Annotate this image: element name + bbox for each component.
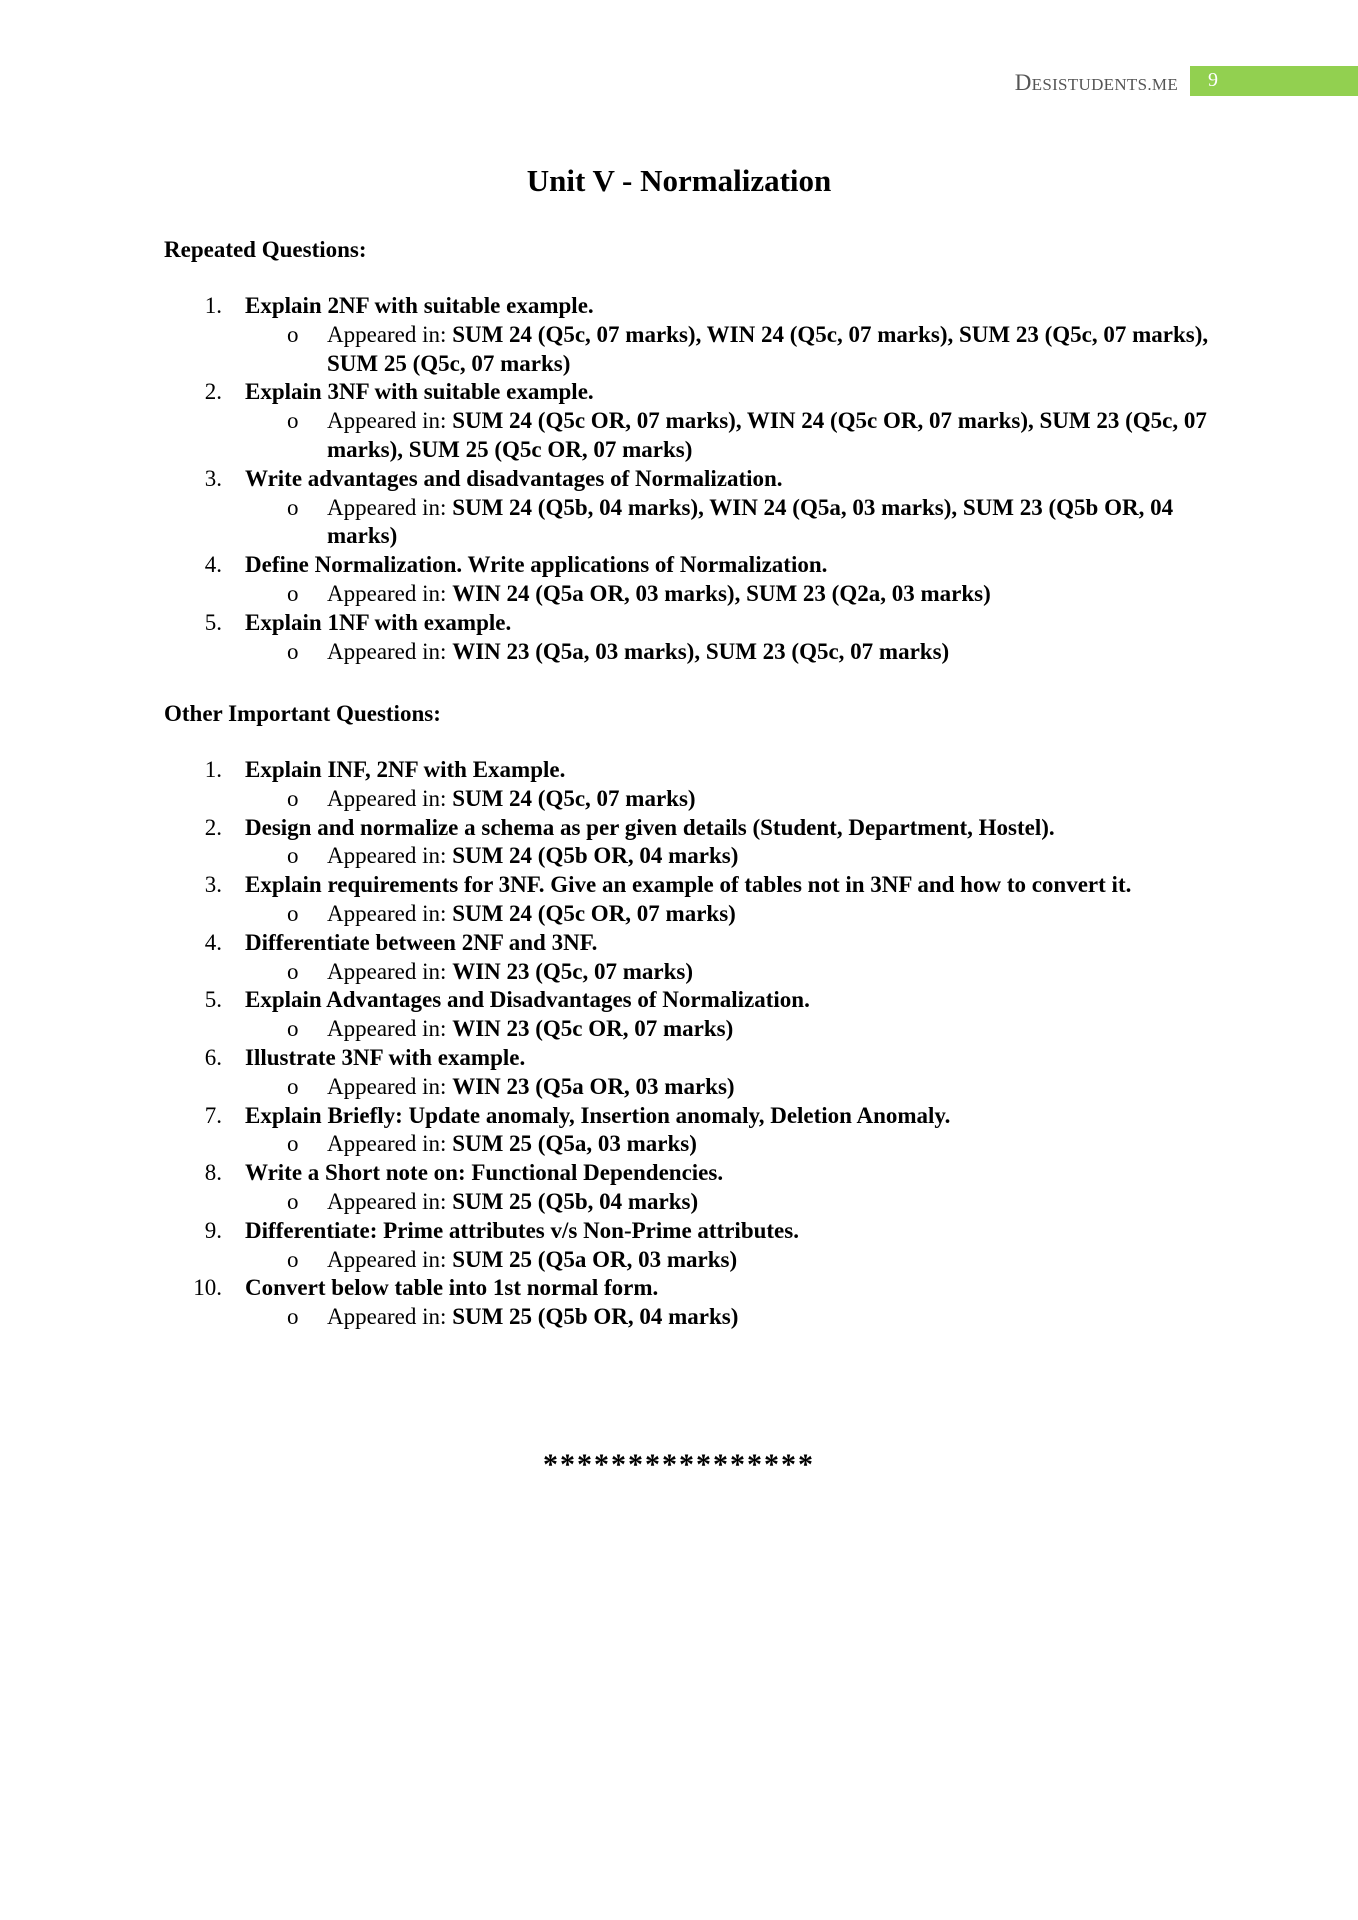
appeared-in-label: Appeared in:	[327, 900, 453, 926]
appeared-in-value: SUM 24 (Q5c OR, 07 marks)	[452, 900, 736, 926]
appeared-in-value: SUM 25 (Q5a, 03 marks)	[452, 1131, 697, 1157]
question-number: 3.	[204, 465, 222, 491]
appeared-in-line	[245, 407, 1214, 465]
question-number: 3.	[204, 872, 222, 898]
question-number: 9.	[204, 1217, 222, 1243]
appeared-in-line	[245, 1073, 1214, 1102]
question-number: 4.	[204, 929, 222, 955]
question-text: Explain INF, 2NF with Example.	[245, 757, 566, 782]
list-item	[164, 1274, 1214, 1332]
appeared-in-line	[245, 494, 1214, 552]
question-number: 2.	[204, 379, 222, 405]
question-text: Explain 2NF with suitable example.	[245, 293, 594, 318]
question-number: 6.	[204, 1044, 222, 1070]
appeared-in-value: WIN 23 (Q5c, 07 marks)	[452, 958, 694, 984]
question-text: Write advantages and disadvantages of Normalization.	[245, 465, 783, 491]
appeared-in-label: Appeared in:	[327, 408, 453, 434]
bullet-icon: o	[287, 843, 299, 869]
appeared-in-value: WIN 23 (Q5a, 03 marks), SUM 23 (Q5c, 07 marks)	[452, 638, 950, 664]
appeared-in-line	[245, 1188, 1214, 1217]
bullet-icon: o	[287, 494, 299, 520]
bullet-icon: o	[287, 958, 299, 984]
bullet-icon: o	[287, 321, 299, 347]
appeared-in-label: Appeared in:	[327, 1304, 453, 1330]
other-questions-heading: Other Important Questions:	[164, 701, 441, 726]
appeared-in-value: SUM 24 (Q5b OR, 04 marks)	[452, 843, 739, 869]
list-item	[164, 871, 1214, 929]
list-item	[164, 1102, 1214, 1160]
page-number: 9	[1208, 69, 1218, 91]
appeared-in-label: Appeared in:	[327, 1073, 453, 1099]
appeared-in-value: SUM 24 (Q5c OR, 07 marks), WIN 24 (Q5c OR, 07 marks), SUM 23 (Q5c, 07 marks), SUM 25 (Q5c OR, 07 marks)	[327, 408, 1207, 462]
appeared-in-line	[245, 580, 1214, 609]
bullet-icon: o	[287, 580, 299, 606]
bullet-icon: o	[287, 638, 299, 664]
site-name	[1015, 70, 1178, 96]
appeared-in-label: Appeared in:	[327, 1131, 453, 1157]
appeared-in-value: SUM 25 (Q5a OR, 03 marks)	[452, 1246, 738, 1272]
bullet-icon: o	[287, 1304, 299, 1330]
appeared-in-value: SUM 25 (Q5b OR, 04 marks)	[452, 1304, 739, 1330]
bullet-icon: o	[287, 1073, 299, 1099]
appeared-in-line	[245, 638, 1214, 667]
appeared-in-label: Appeared in:	[327, 494, 453, 520]
appeared-in-line	[245, 958, 1214, 987]
list-item	[164, 609, 1214, 667]
question-text: Convert below table into 1st normal form.	[245, 1275, 659, 1301]
list-item	[164, 756, 1214, 814]
list-item	[164, 929, 1214, 987]
question-text: Differentiate: Prime attributes v/s Non-Prime attributes.	[245, 1217, 799, 1243]
bullet-icon: o	[287, 900, 299, 926]
question-text: Differentiate between 2NF and 3NF.	[245, 929, 598, 955]
question-number: 5.	[204, 609, 222, 635]
appeared-in-value: WIN 24 (Q5a OR, 03 marks), SUM 23 (Q2a, 03 marks)	[452, 580, 991, 606]
appeared-in-label: Appeared in:	[327, 843, 453, 869]
list-item	[164, 986, 1214, 1044]
list-item	[164, 1159, 1214, 1217]
list-item	[164, 1044, 1214, 1102]
page-number-badge	[1190, 66, 1358, 96]
bullet-icon: o	[287, 1016, 299, 1042]
list-item	[164, 814, 1214, 872]
page-header	[0, 66, 1358, 98]
question-number: 10.	[193, 1275, 222, 1301]
bullet-icon: o	[287, 408, 299, 434]
question-text: Explain Briefly: Update anomaly, Insertion anomaly, Deletion Anomaly.	[245, 1102, 951, 1128]
appeared-in-value: WIN 23 (Q5a OR, 03 marks)	[452, 1073, 735, 1099]
appeared-in-label: Appeared in:	[327, 321, 453, 347]
site-name-initial: D	[1014, 70, 1032, 95]
list-item	[164, 551, 1214, 609]
question-text: Explain Advantages and Disadvantages of Normalization.	[245, 987, 810, 1013]
question-number: 4.	[204, 552, 222, 578]
appeared-in-label: Appeared in:	[327, 1188, 453, 1214]
appeared-in-label: Appeared in:	[327, 638, 453, 664]
question-text: Illustrate 3NF with example.	[245, 1044, 526, 1070]
appeared-in-value: SUM 25 (Q5b, 04 marks)	[452, 1188, 699, 1214]
appeared-in-value: SUM 24 (Q5b, 04 marks), WIN 24 (Q5a, 03 marks), SUM 23 (Q5b OR, 04 marks)	[327, 494, 1174, 549]
question-number: 2.	[204, 814, 222, 840]
appeared-in-line	[245, 321, 1214, 379]
list-item	[164, 465, 1214, 551]
appeared-in-line	[245, 1246, 1214, 1275]
bullet-icon: o	[287, 1188, 299, 1214]
end-separator: ****************	[543, 1448, 815, 1481]
appeared-in-line	[245, 842, 1214, 871]
site-name-rest: ESISTUDENTS.ME	[1031, 75, 1178, 94]
question-text: Write a Short note on: Functional Dependencies.	[245, 1160, 724, 1186]
page-title: Unit V - Normalization	[526, 163, 832, 198]
appeared-in-label: Appeared in:	[327, 1246, 453, 1272]
repeated-questions-list	[164, 292, 1214, 666]
question-number: 8.	[204, 1160, 222, 1186]
appeared-in-value: SUM 24 (Q5c, 07 marks), WIN 24 (Q5c, 07 marks), SUM 23 (Q5c, 07 marks), SUM 25 (Q5c, 07 marks)	[327, 321, 1209, 376]
question-text: Explain requirements for 3NF. Give an example of tables not in 3NF and how to convert it.	[245, 872, 1132, 898]
question-number: 1.	[204, 757, 222, 782]
list-item	[164, 1217, 1214, 1275]
appeared-in-label: Appeared in:	[327, 785, 453, 811]
question-number: 5.	[204, 987, 222, 1013]
appeared-in-line	[245, 1130, 1214, 1159]
question-text: Design and normalize a schema as per given details (Student, Department, Hostel).	[245, 814, 1055, 840]
question-text: Explain 3NF with suitable example.	[245, 379, 594, 405]
list-item	[164, 292, 1214, 378]
appeared-in-label: Appeared in:	[327, 1016, 453, 1042]
bullet-icon: o	[287, 1131, 299, 1157]
appeared-in-value: SUM 24 (Q5c, 07 marks)	[452, 785, 696, 811]
bullet-icon: o	[287, 1246, 299, 1272]
other-questions-list	[164, 756, 1214, 1332]
bullet-icon: o	[287, 785, 299, 811]
question-text: Define Normalization. Write applications of Normalization.	[245, 552, 828, 578]
appeared-in-line	[245, 900, 1214, 929]
question-number: 7.	[204, 1102, 222, 1128]
question-text: Explain 1NF with example.	[245, 609, 512, 635]
appeared-in-line	[245, 1015, 1214, 1044]
appeared-in-line	[245, 785, 1214, 814]
question-number: 1.	[204, 293, 222, 318]
appeared-in-value: WIN 23 (Q5c OR, 07 marks)	[452, 1016, 734, 1042]
appeared-in-label: Appeared in:	[327, 958, 453, 984]
appeared-in-line	[245, 1303, 1214, 1332]
appeared-in-label: Appeared in:	[327, 580, 453, 606]
list-item	[164, 378, 1214, 464]
repeated-questions-heading: Repeated Questions:	[164, 237, 367, 262]
